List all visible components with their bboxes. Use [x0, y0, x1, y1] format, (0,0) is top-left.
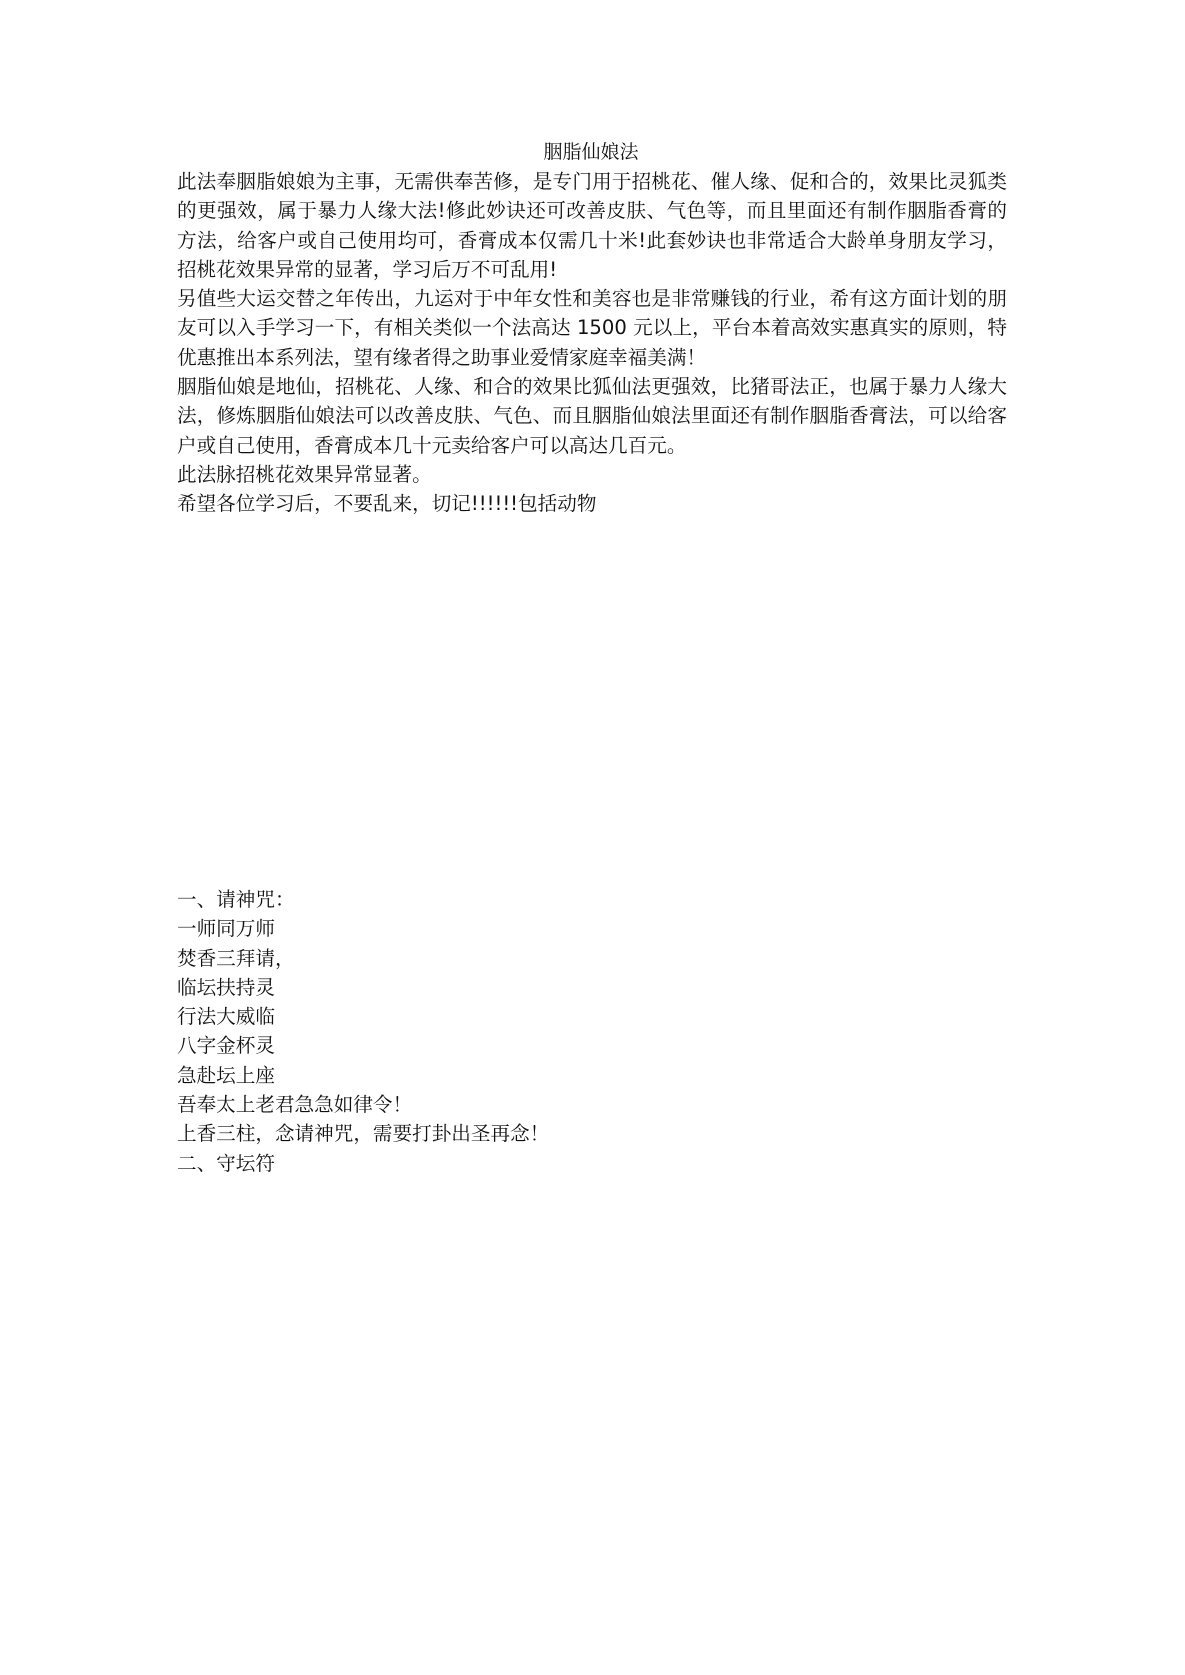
incantation-line: 焚香三拜请， [177, 946, 295, 970]
document-title: 胭脂仙娘法 [543, 141, 639, 163]
paragraph-intro: 此法奉胭脂娘娘为主事，无需供奉苦修，是专门用于招桃花、催人缘、促和合的，效果比灵狐类的更强效，属于暴力人缘大法!修此妙诀还可改善皮肤、气色等，而且里面还有制作胭脂香膏的方法，给客户或自己使用均可，香膏成本仅需几十米!此套妙诀也非常适合大龄单身朋友学习，招桃花效果异常的显著，学习后万不可乱用! [177, 170, 1007, 281]
incantation-line: 临坛扶持灵 [177, 975, 275, 999]
incantation-line: 急赴坛上座 [177, 1063, 275, 1087]
section-heading-2: 二、守坛符 [177, 1151, 275, 1175]
incantation-line: 八字金杯灵 [177, 1034, 275, 1058]
incantation-line: 行法大威临 [177, 1005, 275, 1029]
section-heading-1: 一、请神咒： [177, 888, 295, 911]
incantation-line: 吾奉太上老君急急如律令！ [177, 1093, 413, 1117]
incantation-section [177, 885, 1007, 1178]
incantation-line: 一师同万师 [177, 917, 275, 941]
paragraph-background: 另值些大运交替之年传出，九运对于中年女性和美容也是非常赚钱的行业，希有这方面计划的朋友可以入手学习一下，有相关类似一个法高达 1500 元以上，平台本着高效实惠真实的原则，特优惠推出本系列法，望有缘者得之助事业爱情家庭幸福美满！ [177, 287, 1007, 369]
intro-section [177, 167, 1007, 519]
paragraph-effect: 此法脉招桃花效果异常显著。 [177, 462, 432, 486]
instruction-line: 上香三柱，念请神咒，需要打卦出圣再念！ [177, 1122, 550, 1146]
paragraph-description: 胭脂仙娘是地仙，招桃花、人缘、和合的效果比狐仙法更强效，比猪哥法正，也属于暴力人缘大法，修炼胭脂仙娘法可以改善皮肤、气色、而且胭脂仙娘法里面还有制作胭脂香膏法，可以给客户或自己使用，香膏成本几十元卖给客户可以高达几百元。 [177, 375, 1007, 457]
paragraph-warning: 希望各位学习后，不要乱来，切记!!!!!!包括动物 [177, 492, 597, 516]
